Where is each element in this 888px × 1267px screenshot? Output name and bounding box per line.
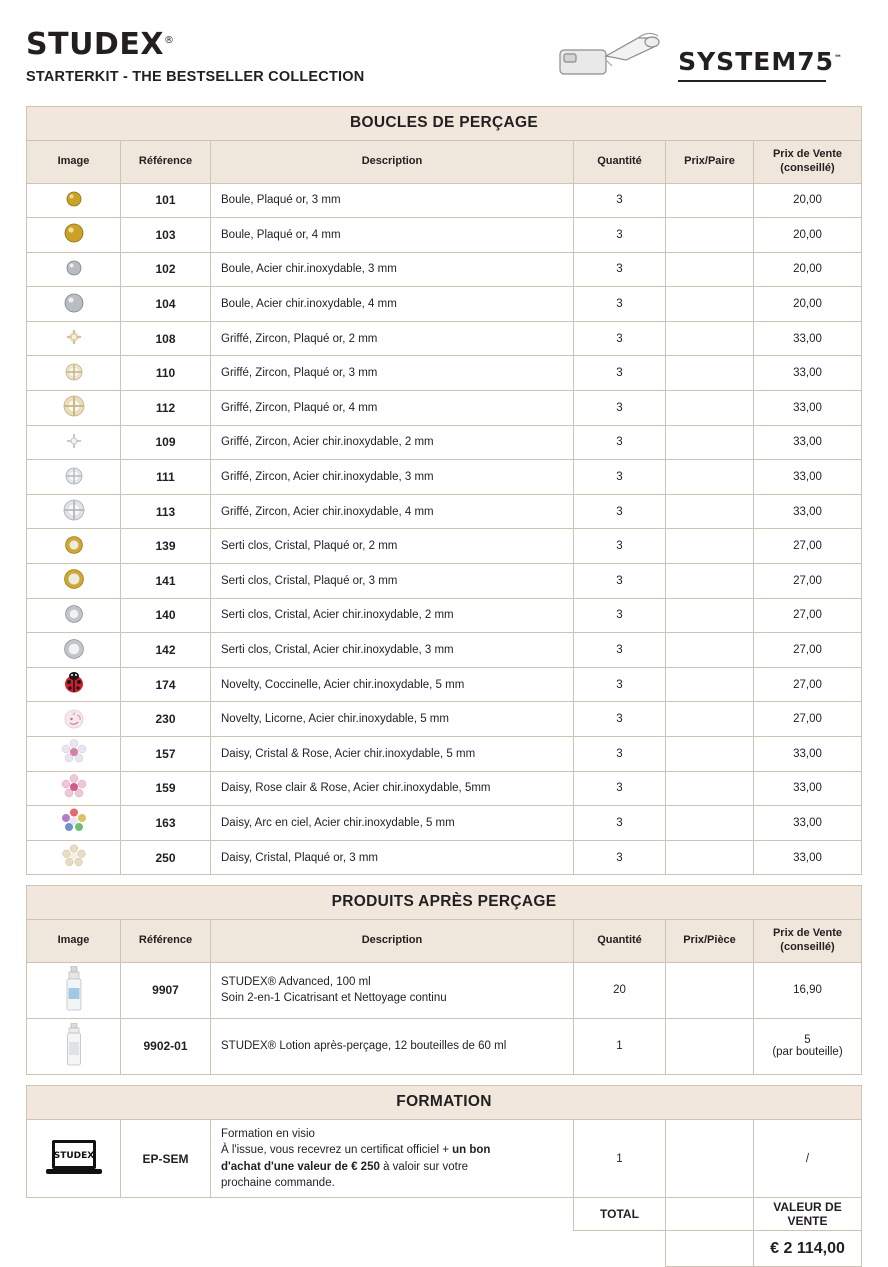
row-image bbox=[27, 598, 121, 633]
row-description: Serti clos, Cristal, Acier chir.inoxydable, 3 mm bbox=[211, 633, 574, 668]
row-price bbox=[666, 771, 754, 806]
total-spacer-2 bbox=[121, 1198, 211, 1231]
row-reference: 104 bbox=[121, 287, 211, 322]
daisy-arc-en-ciel-icon bbox=[61, 808, 87, 837]
row-sale-price: 27,00 bbox=[754, 667, 862, 702]
row-image bbox=[27, 425, 121, 460]
row-quantity: 3 bbox=[574, 252, 666, 287]
table-row bbox=[27, 252, 862, 287]
svg-text:STUDEX: STUDEX bbox=[53, 1150, 94, 1161]
table-row bbox=[27, 321, 862, 356]
row-sale-price: / bbox=[754, 1119, 862, 1197]
row-reference: 103 bbox=[121, 218, 211, 253]
row-description: Griffé, Zircon, Plaqué or, 2 mm bbox=[211, 321, 574, 356]
formation-line3 bbox=[221, 1159, 563, 1175]
table-row bbox=[27, 840, 862, 875]
formation-line2 bbox=[221, 1142, 563, 1158]
row-description bbox=[211, 1119, 574, 1197]
row-sale-price: 20,00 bbox=[754, 287, 862, 322]
row-price bbox=[666, 702, 754, 737]
table-row bbox=[27, 771, 862, 806]
gold-ball-3mm-icon bbox=[65, 190, 83, 211]
row-price bbox=[666, 1018, 754, 1074]
row-image bbox=[27, 391, 121, 426]
row-reference: 110 bbox=[121, 356, 211, 391]
row-quantity: 1 bbox=[574, 1018, 666, 1074]
section-banner-boucles: BOUCLES DE PERÇAGE bbox=[26, 106, 862, 140]
row-reference: 157 bbox=[121, 737, 211, 772]
row-image bbox=[27, 806, 121, 841]
total-price-cell bbox=[666, 1198, 754, 1231]
row-reference: 163 bbox=[121, 806, 211, 841]
grand-spacer-4 bbox=[574, 1231, 666, 1267]
row-description: Griffé, Zircon, Acier chir.inoxydable, 2 mm bbox=[211, 425, 574, 460]
row-reference: 159 bbox=[121, 771, 211, 806]
studex-logo bbox=[26, 27, 364, 62]
row-sale-price: 27,00 bbox=[754, 702, 862, 737]
laptop-studex-icon bbox=[33, 1137, 114, 1181]
row-sale-price: 20,00 bbox=[754, 218, 862, 253]
daisy-crystal-rose-icon bbox=[61, 739, 87, 768]
row-price bbox=[666, 598, 754, 633]
row-image bbox=[27, 460, 121, 495]
row-reference: 9907 bbox=[121, 962, 211, 1018]
grand-spacer-1 bbox=[27, 1231, 121, 1267]
brand-block bbox=[26, 22, 364, 85]
row-reference: 108 bbox=[121, 321, 211, 356]
table-row bbox=[27, 737, 862, 772]
total-row bbox=[27, 1198, 862, 1231]
row-image bbox=[27, 840, 121, 875]
row-price bbox=[666, 391, 754, 426]
row-sale-price: 33,00 bbox=[754, 425, 862, 460]
row-image bbox=[27, 667, 121, 702]
col-prix-vente bbox=[754, 920, 862, 963]
table-row bbox=[27, 1119, 862, 1197]
row-reference: 141 bbox=[121, 564, 211, 599]
registered-mark: ® bbox=[163, 35, 175, 46]
row-quantity: 3 bbox=[574, 840, 666, 875]
row-quantity: 3 bbox=[574, 806, 666, 841]
row-reference: 250 bbox=[121, 840, 211, 875]
col-reference: Référence bbox=[121, 141, 211, 184]
row-image bbox=[27, 771, 121, 806]
table-formation bbox=[26, 1119, 862, 1267]
grand-spacer-2 bbox=[121, 1231, 211, 1267]
table-row bbox=[27, 287, 862, 322]
row-price bbox=[666, 633, 754, 668]
row-description: Griffé, Zircon, Plaqué or, 4 mm bbox=[211, 391, 574, 426]
row-description: Novelty, Licorne, Acier chir.inoxydable, 5 mm bbox=[211, 702, 574, 737]
col-image: Image bbox=[27, 141, 121, 184]
document-header bbox=[26, 22, 862, 106]
row-price bbox=[666, 287, 754, 322]
spray-bottle-icon bbox=[64, 966, 84, 1015]
system-name-block bbox=[678, 49, 842, 82]
grand-total-empty-cell bbox=[666, 1231, 754, 1267]
col-image: Image bbox=[27, 920, 121, 963]
formation-line2-bold: un bon bbox=[452, 1144, 491, 1157]
row-reference: 174 bbox=[121, 667, 211, 702]
row-description: Daisy, Rose clair & Rose, Acier chir.inoxydable, 5mm bbox=[211, 771, 574, 806]
row-reference: 101 bbox=[121, 183, 211, 218]
total-label: TOTAL bbox=[574, 1198, 666, 1231]
row-sale-price: 33,00 bbox=[754, 391, 862, 426]
col-quantite: Quantité bbox=[574, 920, 666, 963]
row-quantity: 3 bbox=[574, 425, 666, 460]
row-reference: 102 bbox=[121, 252, 211, 287]
table-row bbox=[27, 1018, 862, 1074]
row-quantity: 3 bbox=[574, 737, 666, 772]
row-sale-line2: (par bouteille) bbox=[772, 1046, 843, 1059]
steel-prong-zircon-3mm-icon bbox=[64, 466, 84, 489]
gold-ball-4mm-icon bbox=[63, 222, 85, 247]
row-quantity: 3 bbox=[574, 391, 666, 426]
row-quantity: 3 bbox=[574, 702, 666, 737]
row-quantity: 3 bbox=[574, 598, 666, 633]
row-image bbox=[27, 183, 121, 218]
row-description: Serti clos, Cristal, Plaqué or, 3 mm bbox=[211, 564, 574, 599]
row-sale-price: 27,00 bbox=[754, 564, 862, 599]
document-subtitle: STARTERKIT - THE BESTSELLER COLLECTION bbox=[26, 69, 365, 85]
table-row bbox=[27, 598, 862, 633]
row-reference: 109 bbox=[121, 425, 211, 460]
row-sale-price: 33,00 bbox=[754, 771, 862, 806]
row-description: STUDEX® Lotion après-perçage, 12 bouteilles de 60 ml bbox=[211, 1018, 574, 1074]
row-reference: 113 bbox=[121, 494, 211, 529]
system-block bbox=[552, 22, 862, 82]
row-price bbox=[666, 425, 754, 460]
grand-total-row bbox=[27, 1231, 862, 1267]
formation-line2-normal: À l'issue, vous recevrez un certificat officiel + bbox=[221, 1144, 453, 1157]
daisy-rose-clair-rose-icon bbox=[61, 774, 87, 803]
table-row bbox=[27, 391, 862, 426]
table-row bbox=[27, 564, 862, 599]
section-banner-formation: FORMATION bbox=[26, 1085, 862, 1119]
row-description-line2: Soin 2-en-1 Cicatrisant et Nettoyage continu bbox=[221, 992, 447, 1005]
row-price bbox=[666, 321, 754, 356]
col-prix-vente bbox=[754, 141, 862, 184]
table-header-row bbox=[27, 920, 862, 963]
spacer bbox=[26, 875, 862, 885]
table-row bbox=[27, 667, 862, 702]
row-reference: EP-SEM bbox=[121, 1119, 211, 1197]
row-image bbox=[27, 287, 121, 322]
row-quantity: 3 bbox=[574, 356, 666, 391]
row-description: Boule, Plaqué or, 3 mm bbox=[211, 183, 574, 218]
unicorn-novelty-icon bbox=[62, 706, 86, 733]
row-image bbox=[27, 633, 121, 668]
row-image bbox=[27, 218, 121, 253]
col-prix-vente-line2: (conseillé) bbox=[780, 941, 835, 954]
row-description-line1: STUDEX® Advanced, 100 ml bbox=[221, 976, 371, 989]
row-sale-price: 33,00 bbox=[754, 840, 862, 875]
table-row bbox=[27, 183, 862, 218]
row-image bbox=[27, 702, 121, 737]
table-row bbox=[27, 356, 862, 391]
row-description bbox=[211, 962, 574, 1018]
table-apres-percage bbox=[26, 919, 862, 1075]
steel-prong-zircon-2mm-icon bbox=[66, 433, 82, 452]
table-header-row bbox=[27, 141, 862, 184]
table-row bbox=[27, 425, 862, 460]
row-price bbox=[666, 460, 754, 495]
row-reference: 111 bbox=[121, 460, 211, 495]
row-reference: 230 bbox=[121, 702, 211, 737]
table-row bbox=[27, 494, 862, 529]
row-image bbox=[27, 962, 121, 1018]
row-price bbox=[666, 667, 754, 702]
col-prix-vente-line1: Prix de Vente bbox=[772, 148, 843, 160]
spacer bbox=[26, 1075, 862, 1085]
system-name: SYSTEM75 bbox=[678, 47, 834, 76]
row-description: Boule, Acier chir.inoxydable, 3 mm bbox=[211, 252, 574, 287]
row-sale-price: 27,00 bbox=[754, 529, 862, 564]
row-price bbox=[666, 806, 754, 841]
row-description: Daisy, Arc en ciel, Acier chir.inoxydable, 5 mm bbox=[211, 806, 574, 841]
row-image bbox=[27, 356, 121, 391]
row-price bbox=[666, 183, 754, 218]
table-row bbox=[27, 962, 862, 1018]
col-quantite: Quantité bbox=[574, 141, 666, 184]
grand-spacer-3 bbox=[211, 1231, 574, 1267]
studex-logo-text: STUDEX bbox=[26, 27, 164, 62]
row-image bbox=[27, 1018, 121, 1074]
row-description: Serti clos, Cristal, Plaqué or, 2 mm bbox=[211, 529, 574, 564]
valeur-de-vente-label: VALEUR DE VENTE bbox=[754, 1198, 862, 1231]
steel-ball-4mm-icon bbox=[63, 292, 85, 317]
table-row bbox=[27, 460, 862, 495]
row-reference: 140 bbox=[121, 598, 211, 633]
row-image bbox=[27, 564, 121, 599]
row-quantity: 3 bbox=[574, 771, 666, 806]
row-quantity: 3 bbox=[574, 218, 666, 253]
row-description: Griffé, Zircon, Plaqué or, 3 mm bbox=[211, 356, 574, 391]
steel-prong-zircon-4mm-icon bbox=[62, 498, 86, 525]
row-image bbox=[27, 1119, 121, 1197]
row-sale-price bbox=[754, 962, 862, 1018]
row-price bbox=[666, 494, 754, 529]
gold-bezel-crystal-2mm-icon bbox=[64, 535, 84, 558]
col-prix-vente-line2: (conseillé) bbox=[780, 161, 835, 174]
row-image bbox=[27, 737, 121, 772]
col-prix-paire: Prix/Paire bbox=[666, 141, 754, 184]
row-description: Serti clos, Cristal, Acier chir.inoxydable, 2 mm bbox=[211, 598, 574, 633]
row-image bbox=[27, 529, 121, 564]
grand-total-value: € 2 114,00 bbox=[754, 1231, 862, 1267]
system-underline bbox=[678, 80, 826, 82]
row-sale-price: 20,00 bbox=[754, 252, 862, 287]
row-sale-price: 33,00 bbox=[754, 737, 862, 772]
row-sale-price: 27,00 bbox=[754, 598, 862, 633]
total-spacer-1 bbox=[27, 1198, 121, 1231]
col-description: Description bbox=[211, 920, 574, 963]
row-description: Griffé, Zircon, Acier chir.inoxydable, 4 mm bbox=[211, 494, 574, 529]
row-price bbox=[666, 564, 754, 599]
row-quantity: 3 bbox=[574, 321, 666, 356]
ear-piercing-instrument-icon bbox=[552, 26, 672, 82]
section-banner-apres-percage: PRODUITS APRÈS PERÇAGE bbox=[26, 885, 862, 919]
formation-line3-normal: à valoir sur votre bbox=[379, 1160, 469, 1173]
steel-bezel-crystal-2mm-icon bbox=[64, 604, 84, 627]
row-quantity: 3 bbox=[574, 564, 666, 599]
gold-prong-zircon-4mm-icon bbox=[62, 394, 86, 421]
row-description: Daisy, Cristal, Plaqué or, 3 mm bbox=[211, 840, 574, 875]
row-reference: 142 bbox=[121, 633, 211, 668]
lotion-bottle-icon bbox=[65, 1023, 83, 1070]
row-sale-price: 33,00 bbox=[754, 494, 862, 529]
row-price bbox=[666, 962, 754, 1018]
formation-line4: prochaine commande. bbox=[221, 1176, 335, 1189]
row-reference: 9902-01 bbox=[121, 1018, 211, 1074]
row-description: Boule, Plaqué or, 4 mm bbox=[211, 218, 574, 253]
daisy-gold-crystal-icon bbox=[62, 844, 86, 871]
row-quantity: 3 bbox=[574, 494, 666, 529]
ladybug-novelty-icon bbox=[62, 671, 86, 698]
row-reference: 139 bbox=[121, 529, 211, 564]
row-quantity: 3 bbox=[574, 667, 666, 702]
table-row bbox=[27, 702, 862, 737]
trademark-mark: ™ bbox=[834, 53, 842, 63]
row-sale-price: 33,00 bbox=[754, 806, 862, 841]
row-description: Novelty, Coccinelle, Acier chir.inoxydable, 5 mm bbox=[211, 667, 574, 702]
row-sale-line1: 5 bbox=[804, 1034, 811, 1047]
row-price bbox=[666, 737, 754, 772]
row-price bbox=[666, 529, 754, 564]
row-price bbox=[666, 218, 754, 253]
row-quantity: 1 bbox=[574, 1119, 666, 1197]
row-quantity: 3 bbox=[574, 183, 666, 218]
row-image bbox=[27, 252, 121, 287]
table-row bbox=[27, 633, 862, 668]
row-image bbox=[27, 494, 121, 529]
row-sale-price bbox=[754, 1018, 862, 1074]
gold-prong-zircon-2mm-icon bbox=[66, 329, 82, 348]
formation-line3-bold: d'achat d'une valeur de € 250 bbox=[221, 1160, 380, 1173]
row-quantity: 3 bbox=[574, 287, 666, 322]
table-row bbox=[27, 218, 862, 253]
gold-prong-zircon-3mm-icon bbox=[64, 362, 84, 385]
row-quantity: 3 bbox=[574, 633, 666, 668]
steel-ball-3mm-icon bbox=[65, 259, 83, 280]
col-prix-piece: Prix/Pièce bbox=[666, 920, 754, 963]
row-sale-line1: 16,90 bbox=[793, 984, 822, 997]
table-body-formation bbox=[27, 1119, 862, 1266]
row-image bbox=[27, 321, 121, 356]
row-quantity: 20 bbox=[574, 962, 666, 1018]
row-price bbox=[666, 1119, 754, 1197]
steel-bezel-crystal-3mm-icon bbox=[63, 638, 85, 663]
gold-bezel-crystal-3mm-icon bbox=[63, 568, 85, 593]
row-reference: 112 bbox=[121, 391, 211, 426]
col-prix-vente-line1: Prix de Vente bbox=[772, 927, 843, 940]
row-description: Boule, Acier chir.inoxydable, 4 mm bbox=[211, 287, 574, 322]
row-sale-price: 27,00 bbox=[754, 633, 862, 668]
total-spacer-3 bbox=[211, 1198, 574, 1231]
table-boucles bbox=[26, 140, 862, 875]
row-sale-price: 33,00 bbox=[754, 460, 862, 495]
row-quantity: 3 bbox=[574, 529, 666, 564]
col-reference: Référence bbox=[121, 920, 211, 963]
row-price bbox=[666, 252, 754, 287]
row-quantity: 3 bbox=[574, 460, 666, 495]
row-price bbox=[666, 356, 754, 391]
row-price bbox=[666, 840, 754, 875]
row-description: Griffé, Zircon, Acier chir.inoxydable, 3 mm bbox=[211, 460, 574, 495]
table-body-apres-percage bbox=[27, 962, 862, 1074]
row-sale-price: 33,00 bbox=[754, 321, 862, 356]
table-row bbox=[27, 806, 862, 841]
row-description: Daisy, Cristal & Rose, Acier chir.inoxydable, 5 mm bbox=[211, 737, 574, 772]
table-body-boucles bbox=[27, 183, 862, 875]
row-sale-price: 33,00 bbox=[754, 356, 862, 391]
table-row bbox=[27, 529, 862, 564]
col-description: Description bbox=[211, 141, 574, 184]
formation-line1: Formation en visio bbox=[221, 1127, 315, 1140]
row-sale-price: 20,00 bbox=[754, 183, 862, 218]
